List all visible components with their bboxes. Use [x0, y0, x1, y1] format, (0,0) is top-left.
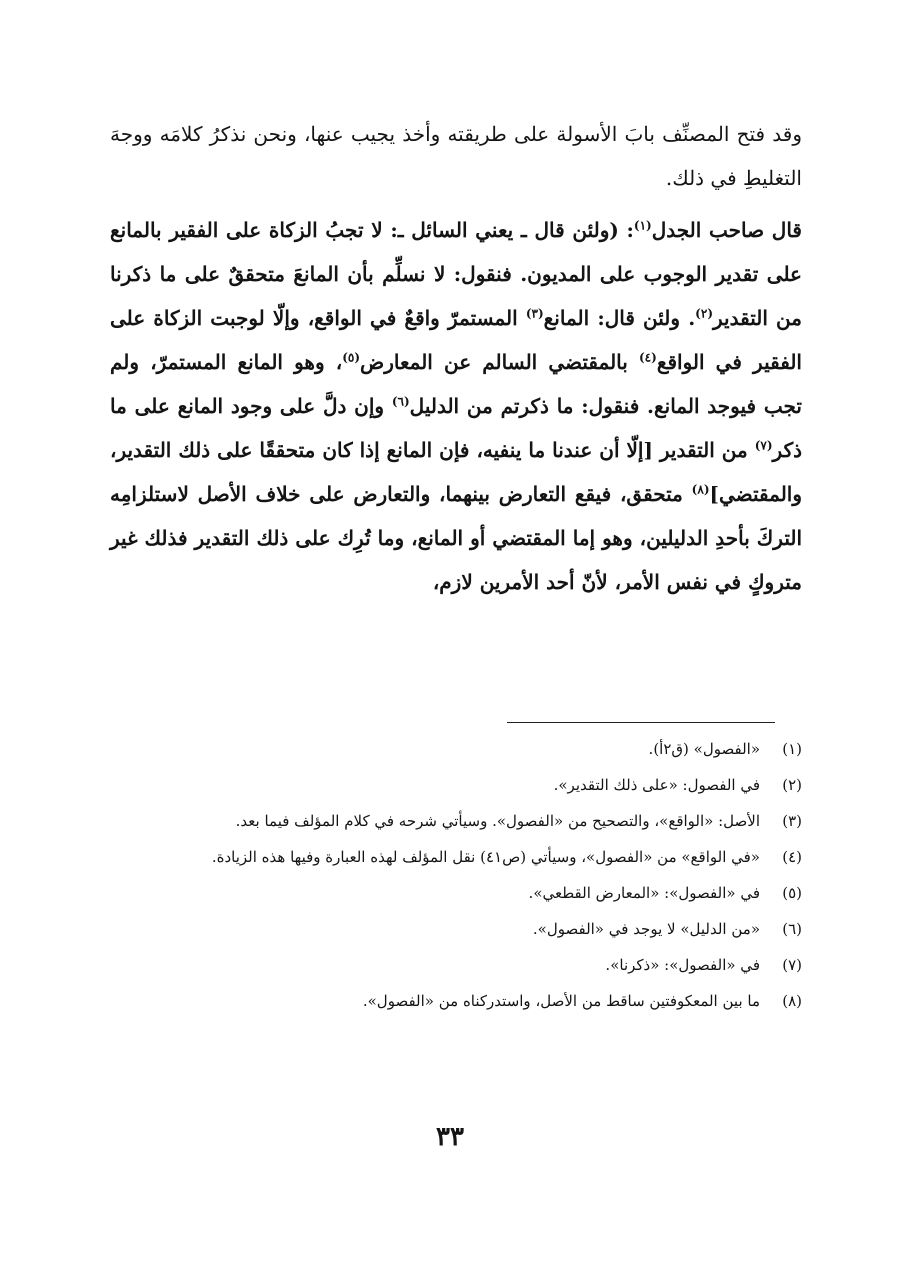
footnote-text: ما بين المعكوفتين ساقط من الأصل، واستدركناه من «الفصول». [362, 992, 760, 1010]
footnote-text: الأصل: «الواقع»، والتصحيح من «الفصول». وسيأتي شرحه في كلام المؤلف فيما بعد. [235, 812, 760, 830]
footnote-text: «من الدليل» لا يوجد في «الفصول». [532, 920, 760, 938]
footnote-ref: (٤) [638, 350, 657, 365]
footnotes-list [110, 734, 802, 1022]
footnote-ref: (٥) [342, 350, 361, 365]
footnote-item [110, 950, 802, 980]
footnote-text: في الفصول: «على ذلك التقدير». [553, 776, 760, 794]
footnote-number: (١) [782, 740, 802, 758]
footnote-ref: (٧) [754, 438, 773, 453]
paragraph-text-segment: : (ولئن قال ـ يعني السائل ـ: لا تجبُ الزكاة على الفقير بالمانع على تقدير الوجوب على المديون. فنقول: لا نسلِّم بأن المانعَ متحققٌ على ما ذكرنا من التقدير [110, 218, 802, 330]
paragraph-text-segment: متحقق، فيقع التعارض بينهما، والتعارض على خلاف الأصل لاستلزامِه التركَ بأحدِ الدليلين، وهو إما المقتضي أو المانع، وما تُرِك على ذلك التقدير فذلك غير متروكٍ في نفس الأمر، لأنّ أحد الأمرين لازم، [110, 482, 802, 594]
footnote-text: في «الفصول»: «ذكرنا». [605, 956, 760, 974]
footnote-ref: (٨) [691, 482, 710, 497]
footnote-ref: (٣) [525, 306, 544, 321]
footnote-text: في «الفصول»: «المعارض القطعي». [528, 884, 760, 902]
footnote-text: «الفصول» (ق٢أ). [648, 740, 760, 758]
paragraph-text-segment: المستمرّ واقعٌ في الواقع، وإلّا لوجبت الزكاة على الفقير في الواقع [110, 306, 802, 374]
paragraph-intro: وقد فتح المصنِّف بابَ الأسولة على طريقته وأخذ يجيب عنها، ونحن نذكرُ كلامَه ووجهَ التغليطِ في ذلك. [110, 122, 802, 190]
paragraph-text-segment: ، وهو المانع المستمرّ، ولم تجب فيوجد المانع. فنقول: ما ذكرتم من الدليل [110, 350, 802, 418]
footnote-item [110, 770, 802, 800]
footnote-item [110, 842, 802, 872]
footnote-ref: (١) [633, 218, 652, 233]
footnote-item [110, 806, 802, 836]
footnote-ref: (٢) [695, 306, 713, 321]
footnote-item [110, 878, 802, 908]
paragraph-quote [110, 208, 802, 604]
footnote-number: (٤) [782, 848, 802, 866]
footnote-text: «في الواقع» من «الفصول»، وسيأتي (ص٤١) نقل المؤلف لهذه العبارة وفيها هذه الزيادة. [211, 848, 760, 866]
footnote-ref: (٦) [391, 394, 410, 409]
footnote-number: (٧) [782, 956, 802, 974]
paragraph-text-segment: من التقدير [إلّا أن عندنا ما ينفيه، فإن المانع إذا كان متحققًا على ذلك التقدير، والمقتضي] [110, 438, 802, 506]
footnote-number: (٢) [782, 776, 802, 794]
footnote-item [110, 734, 802, 764]
footnote-number: (٣) [782, 812, 802, 830]
paragraph-text-segment: . ولئن قال: المانع [543, 306, 696, 330]
paragraph-text-segment: بالمقتضي السالم عن المعارض [360, 350, 639, 374]
footnote-divider [507, 722, 775, 723]
footnote-number: (٨) [782, 992, 802, 1010]
footnote-item [110, 914, 802, 944]
footnote-number: (٥) [782, 884, 802, 902]
footnote-item [110, 986, 802, 1016]
paragraph-text-segment: قال صاحب الجدل [651, 218, 802, 242]
footnote-number: (٦) [782, 920, 802, 938]
page-number: ٣٣ [436, 1122, 464, 1152]
paragraph-text-segment: وإن دلَّ على وجود المانع على ما ذكر [110, 394, 802, 462]
